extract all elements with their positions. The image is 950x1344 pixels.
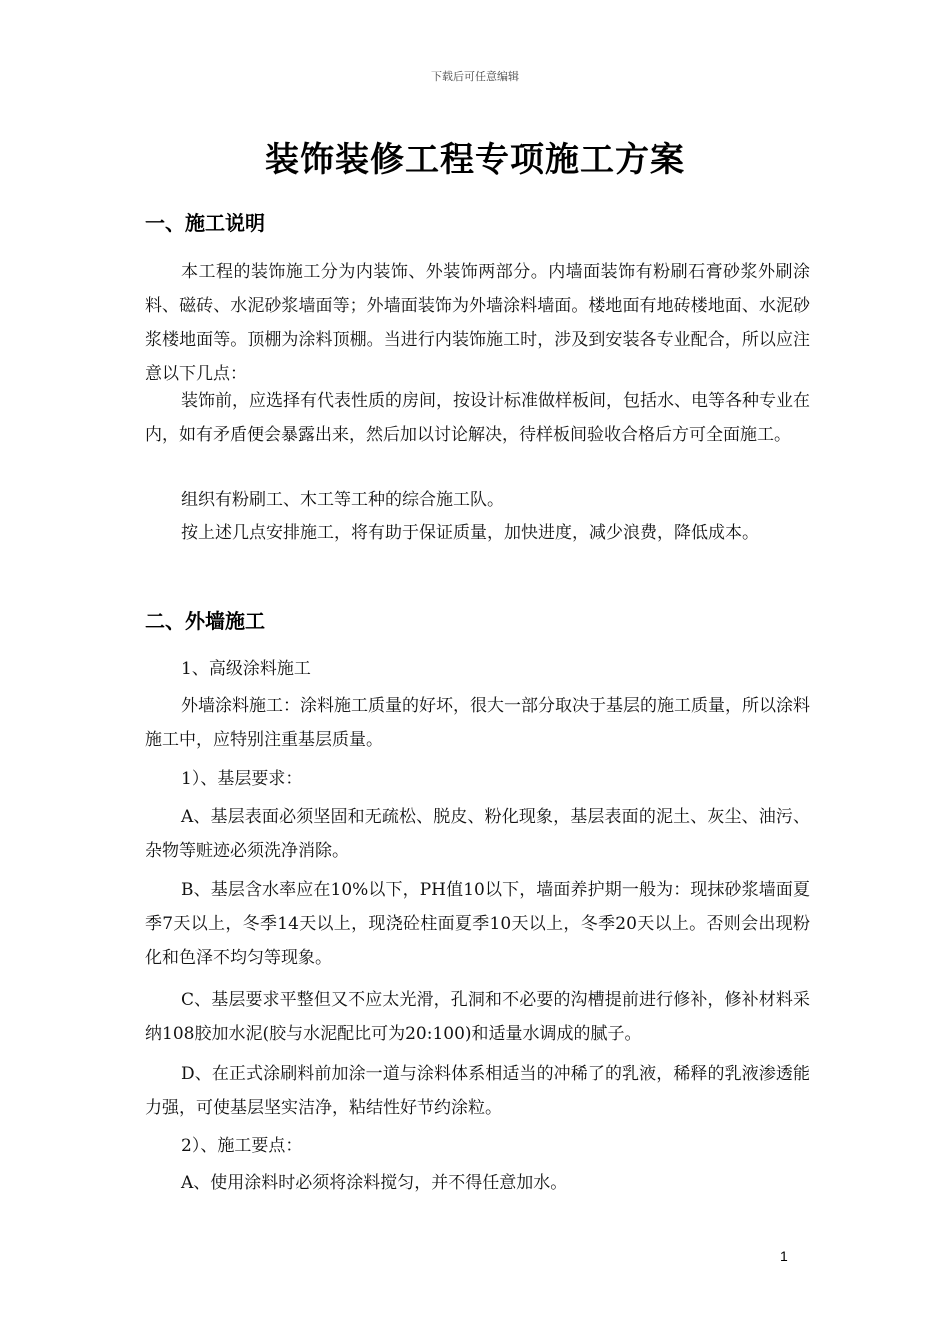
paragraph: 按上述几点安排施工，将有助于保证质量，加快进度，减少浪费，降低成本。 [181,523,759,543]
paragraph: 外墙涂料施工：涂料施工质量的好坏，很大一部分取决于基层的施工质量，所以涂料施工中，应特别注重基层质量。 [145,696,810,750]
document-title: 装饰装修工程专项施工方案 [265,140,685,180]
paragraph: A、基层表面必须坚固和无疏松、脱皮、粉化现象，基层表面的泥土、灰尘、油污、杂物等赃迹必须洗净消除。 [145,807,810,861]
paragraph: 装饰前，应选择有代表性质的房间，按设计标准做样板间，包括水、电等各种专业在内，如有矛盾便会暴露出来，然后加以讨论解决，待样板间验收合格后方可全面施工。 [145,391,810,445]
paragraph: 2）、施工要点： [181,1136,303,1156]
page-number: 1 [780,1248,788,1264]
header-note: 下载后可任意编辑 [431,70,519,83]
paragraph: C、基层要求平整但又不应太光滑，孔洞和不必要的沟槽提前进行修补，修补材料采纳108胶加水泥(胶与水泥配比可为20:100)和适量水调成的腻子。 [145,990,810,1044]
paragraph: 组织有粉刷工、木工等工种的综合施工队。 [181,490,504,510]
paragraph: B、基层含水率应在10%以下，PH值10以下，墙面养护期一般为：现抹砂浆墙面夏季7天以上，冬季14天以上，现浇砼柱面夏季10天以上，冬季20天以上。否则会出现粉化和色泽不均匀等现象。 [145,880,810,968]
paragraph: 1、高级涂料施工 [181,659,311,679]
section-heading-1: 一、施工说明 [145,211,265,235]
paragraph: 1）、基层要求： [181,769,303,789]
paragraph: 本工程的装饰施工分为内装饰、外装饰两部分。内墙面装饰有粉刷石膏砂浆外刷涂料、磁砖、水泥砂浆墙面等；外墙面装饰为外墙涂料墙面。楼地面有地砖楼地面、水泥砂浆楼地面等。顶棚为涂料顶棚。当进行内装饰施工时，涉及到安装各专业配合，所以应注意以下几点： [145,262,810,384]
paragraph: A、使用涂料时必须将涂料搅匀，并不得任意加水。 [181,1173,568,1193]
section-heading-2: 二、外墙施工 [145,609,265,633]
paragraph: D、在正式涂刷料前加涂一道与涂料体系相适当的冲稀了的乳液，稀释的乳液渗透能力强，可使基层坚实洁净，粘结性好节约涂粒。 [145,1064,810,1118]
